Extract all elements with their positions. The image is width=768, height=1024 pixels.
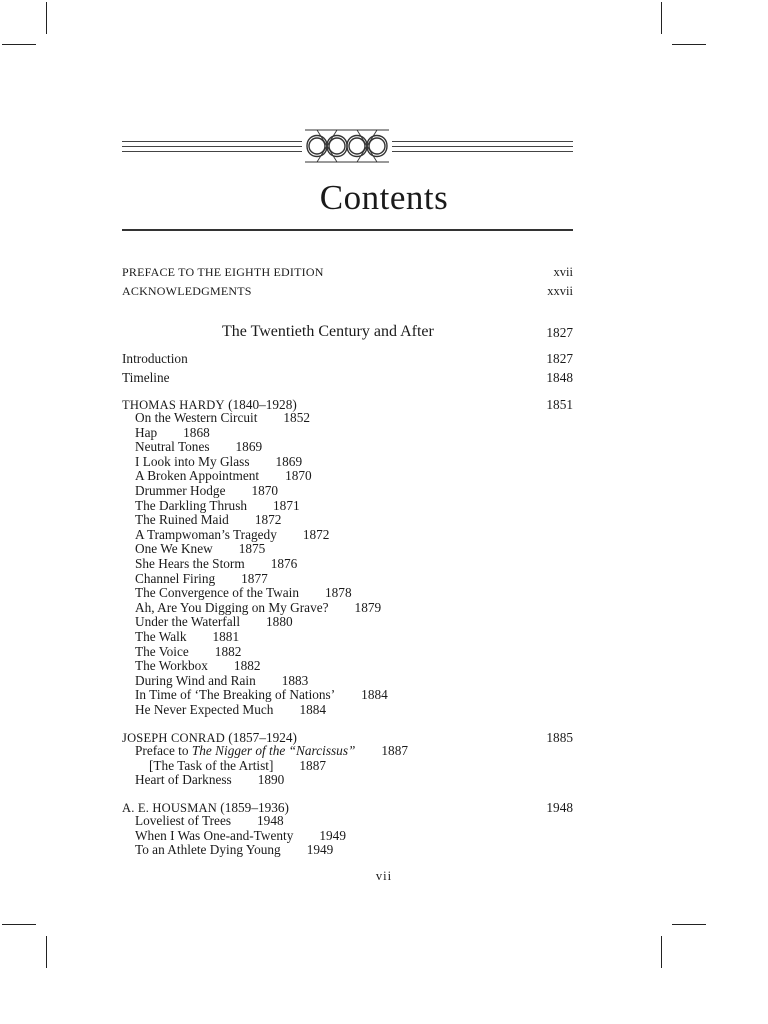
work-page: 1887 — [381, 743, 408, 758]
work-page: 1872 — [302, 526, 330, 542]
work-entry[interactable] — [135, 703, 388, 718]
work-entry[interactable] — [135, 528, 388, 543]
work-title: To an Athlete Dying Young — [135, 842, 281, 858]
toc-entry-introduction[interactable] — [122, 351, 573, 367]
work-page: 1868 — [183, 424, 210, 440]
work-page: 1852 — [283, 410, 310, 425]
section-title[interactable]: The Twentieth Century and After — [222, 323, 434, 340]
toc-entry-label: Timeline — [122, 370, 170, 385]
work-page: 1870 — [251, 482, 279, 498]
work-title: I Look into My Glass — [135, 453, 250, 469]
work-page: 1884 — [299, 701, 327, 717]
work-page: 1880 — [266, 614, 293, 630]
toc-entry-page: xxvii — [547, 284, 573, 298]
work-entry[interactable] — [135, 426, 388, 441]
work-entry[interactable] — [135, 572, 388, 587]
work-title: Heart of Darkness — [135, 772, 232, 788]
work-title: A Broken Appointment — [135, 468, 260, 484]
work-title: During Wind and Rain — [135, 672, 256, 688]
work-page: 1872 — [254, 512, 282, 528]
work-page: 1871 — [273, 497, 300, 513]
work-page: 1949 — [319, 827, 346, 843]
work-page: 1876 — [270, 555, 298, 571]
author-name: A. E. HOUSMAN — [122, 801, 217, 815]
work-entry[interactable] — [135, 411, 388, 426]
crop-mark-bottom-right-vertical — [661, 936, 662, 968]
work-entry[interactable] — [135, 499, 388, 514]
work-page: 1949 — [306, 842, 334, 858]
work-title: On the Western Circuit — [135, 410, 258, 425]
work-title-prefix: Preface to — [135, 743, 192, 758]
work-entry[interactable] — [135, 557, 388, 572]
page-folio: vii — [375, 869, 393, 883]
work-entry[interactable] — [135, 586, 388, 601]
author-page: 1948 — [546, 800, 573, 815]
page-title: Contents — [319, 178, 449, 217]
toc-entry-timeline[interactable] — [122, 370, 573, 386]
work-list-conrad — [135, 744, 408, 788]
work-title: [The Task of the Artist] — [149, 757, 274, 773]
toc-entry-label: ACKNOWLEDGMENTS — [122, 284, 252, 298]
work-title: Channel Firing — [135, 570, 216, 586]
work-title: Under the Waterfall — [135, 614, 241, 630]
toc-entry-page: 1848 — [546, 370, 573, 385]
section-page: 1827 — [546, 325, 573, 340]
author-dates: (1840–1928) — [224, 397, 297, 412]
work-entry[interactable] — [135, 688, 388, 703]
work-title: She Hears the Storm — [135, 555, 245, 571]
work-page: 1878 — [325, 585, 352, 601]
toc-entry-label: Introduction — [122, 351, 188, 366]
crop-mark-bottom-right-horizontal — [672, 924, 706, 925]
work-entry[interactable] — [135, 645, 388, 660]
author-dates: (1857–1924) — [224, 730, 297, 745]
work-title: In Time of ‘The Breaking of Nations’ — [135, 687, 336, 703]
author-name: THOMAS HARDY — [122, 398, 225, 412]
work-title: Drummer Hodge — [135, 482, 226, 498]
work-list-hardy — [135, 411, 388, 717]
crop-mark-bottom-left-vertical — [46, 936, 47, 968]
work-page: 1881 — [212, 628, 240, 644]
toc-entry-acknowledgments[interactable] — [122, 283, 573, 299]
work-page: 1882 — [214, 643, 242, 659]
toc-entry-page: 1827 — [546, 351, 573, 366]
work-entry[interactable] — [135, 759, 408, 774]
work-title: He Never Expected Much — [135, 701, 274, 717]
work-entry[interactable] — [135, 440, 388, 455]
crop-mark-top-right-horizontal — [672, 44, 706, 45]
work-entry[interactable] — [135, 513, 388, 528]
work-page: 1869 — [235, 439, 263, 455]
work-page: 1887 — [299, 757, 326, 773]
work-entry[interactable] — [135, 659, 388, 674]
work-title: The Ruined Maid — [135, 512, 229, 528]
work-page: 1883 — [281, 672, 309, 688]
author-dates: (1859–1936) — [216, 800, 289, 815]
work-title: The Darkling Thrush — [135, 497, 248, 513]
work-page: 1877 — [241, 570, 268, 586]
work-entry[interactable] — [135, 744, 408, 759]
work-entry[interactable] — [135, 630, 388, 645]
work-page: 1948 — [257, 813, 284, 828]
work-title: Ah, Are You Digging on My Grave? — [135, 599, 329, 615]
author-page: 1885 — [546, 730, 573, 745]
work-entry[interactable] — [135, 829, 346, 844]
crop-mark-bottom-left-horizontal — [2, 924, 36, 925]
work-entry[interactable] — [135, 455, 388, 470]
work-title: The Walk — [135, 628, 187, 644]
work-page: 1882 — [233, 658, 261, 674]
work-entry[interactable] — [135, 469, 388, 484]
work-list-housman — [135, 814, 346, 858]
toc-entry-label: PREFACE TO THE EIGHTH EDITION — [122, 265, 324, 279]
work-page: 1875 — [238, 541, 266, 557]
work-page: 1879 — [354, 599, 382, 615]
author-page: 1851 — [546, 397, 573, 412]
crop-mark-top-left-horizontal — [2, 44, 36, 45]
author-name: JOSEPH CONRAD — [122, 731, 225, 745]
work-entry[interactable] — [135, 674, 388, 689]
work-title: Loveliest of Trees — [135, 813, 232, 828]
work-title: Neutral Tones — [135, 439, 210, 455]
work-title: When I Was One-and-Twenty — [135, 827, 294, 843]
work-title: A Trampwoman’s Tragedy — [135, 526, 277, 542]
work-page: 1884 — [361, 687, 388, 703]
work-entry[interactable] — [135, 843, 346, 858]
work-title: The Workbox — [135, 658, 208, 674]
header-ornament — [122, 126, 573, 166]
celtic-knot-ornament-icon — [302, 126, 392, 166]
work-entry[interactable] — [135, 773, 408, 788]
work-title: One We Knew — [135, 541, 213, 557]
work-title: Hap — [135, 424, 158, 440]
work-title: The Voice — [135, 643, 189, 659]
title-rule — [122, 229, 573, 231]
toc-entry-preface[interactable] — [122, 264, 573, 280]
work-entry[interactable] — [135, 601, 388, 616]
work-entry[interactable] — [135, 542, 388, 557]
work-page: 1870 — [285, 468, 312, 484]
work-entry[interactable] — [135, 814, 346, 829]
work-page: 1890 — [257, 772, 285, 788]
work-page: 1869 — [275, 453, 303, 469]
crop-mark-top-right-vertical — [661, 2, 662, 34]
work-title — [135, 743, 355, 758]
work-entry[interactable] — [135, 615, 388, 630]
work-title: The Convergence of the Twain — [135, 585, 299, 601]
crop-mark-top-left-vertical — [46, 2, 47, 34]
work-title-italic: The Nigger of the “Narcissus” — [191, 743, 356, 758]
toc-entry-page: xvii — [553, 265, 573, 279]
work-entry[interactable] — [135, 484, 388, 499]
